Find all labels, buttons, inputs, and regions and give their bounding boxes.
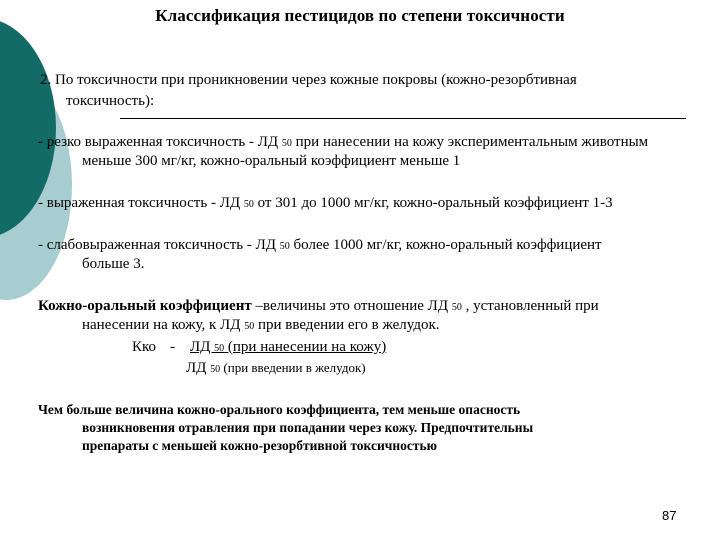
heading-line-1: 2. По токсичности при проникновении через кожные покровы (кожно-резорбтивная (40, 72, 577, 88)
definition-line-1: Кожно-оральный коэффициент –величины это отношение ЛД 50 , установленный при (38, 298, 599, 314)
heading-line-2: токсичность): (66, 93, 155, 109)
conclusion-line-2: возникновения отравления при попадании через кожу. Предпочтительны (82, 420, 534, 435)
formula-denominator: ЛД 50 (при введении в желудок) (186, 360, 366, 376)
slide-title: Классификация пестицидов по степени токсичности (155, 6, 565, 25)
conclusion-line-1: Чем больше величина кожно-орального коэффициента, тем меньше опасность (38, 402, 521, 417)
formula-symbol: Кко (132, 339, 157, 355)
item-weak-line-2: больше 3. (82, 256, 145, 272)
item-moderate-line-1: - выраженная токсичность - ЛД 50 от 301 до 1000 мг/кг, кожно-оральный коэффициент 1-3 (38, 195, 613, 211)
divider-line (120, 118, 686, 119)
page-number: 87 (662, 508, 677, 523)
formula-numerator: ЛД 50 (при нанесении на кожу) (190, 339, 387, 355)
definition-term: Кожно-оральный коэффициент (38, 298, 252, 314)
item-weak-line-1: - слабовыраженная токсичность - ЛД 50 более 1000 мг/кг, кожно-оральный коэффициент (38, 237, 602, 253)
item-severe-line-2: меньше 300 мг/кг, кожно-оральный коэффициент меньше 1 (82, 153, 461, 169)
formula-dash: - (170, 339, 175, 355)
conclusion-line-3: препараты с меньшей кожно-резорбтивной токсичностью (82, 438, 437, 453)
item-severe-line-1: - резко выраженная токсичность - ЛД 50 при нанесении на кожу экспериментальным животным (38, 134, 649, 150)
definition-line-2: нанесении на кожу, к ЛД 50 при введении его в желудок. (82, 317, 440, 333)
